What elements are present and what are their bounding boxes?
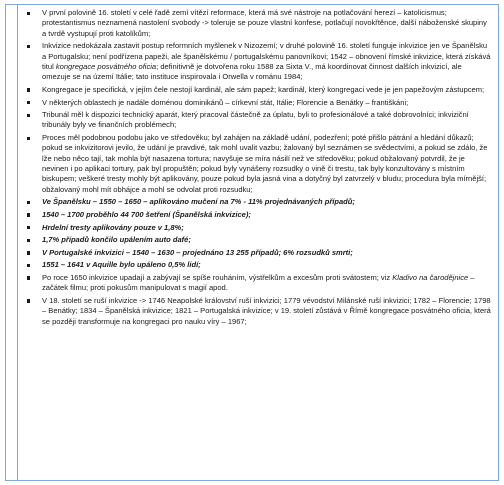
bullet-icon — [27, 299, 30, 302]
bullet-icon — [27, 45, 30, 48]
bullet-icon — [27, 101, 30, 104]
list-item: Po roce 1650 inkvizice upadají a zabývají se spíše rouháním, výstřelkům a excesům proti svátostem; viz Kladivo na čarodějnice – začátek filmu; proti pokusům manipulovat s magií apod. — [21, 273, 491, 294]
list-item: V Portugalské inkvizici – 1540 – 1630 – projednáno 13 255 případů; 6% rozsudků smrti; — [21, 248, 491, 258]
bullet-icon — [27, 276, 30, 279]
list-item: Inkvizice nedokázala zastavit postup reformních myšlenek v Nizozemí; v druhé polovině 16. století funguje inkvizice jen ve Španělsku a Portugalsku; není podřízena papeži, ale španělskému / portugalskému panovníkovi; 1542 – obnovení římské inkvizice, která získává titul kongregace posvátného oficia; definitivně je dotvořena roku 1588 za Sixta V., má koordinovat činnost dalších inkvizicí, ale omezuje se na území Itálie; tato instituce inspirovala i Orwella v románu 1984; — [21, 41, 491, 82]
list-item: Hrdelní tresty aplikovány pouze v 1,8%; — [21, 223, 491, 233]
bullet-icon — [27, 251, 30, 254]
bullet-icon — [27, 213, 30, 216]
list-item: 1540 – 1700 proběhlo 44 700 šetření (Španělská inkvizice); — [21, 210, 491, 220]
document-table — [5, 4, 499, 481]
bullet-list — [21, 8, 491, 329]
bullet-icon — [27, 226, 30, 229]
list-item: Ve Španělsku – 1550 – 1650 – aplikováno mučení na 7% - 11% projednávaných případů; — [21, 197, 491, 207]
list-item: V 18. století se ruší inkvizice -> 1746 Neapolské království ruší inkvizici; 1779 vévodství Milánské ruší inkvizici; 1782 – Florencie; 1798 – Benátky; 1834 – Španělská inkvizice; 1821 – Portugalská inkvizice; v 19. století zůstává v Římě kongregace posvátného oficia, která se později transformuje na kongregaci pro nauku víry – 1967; — [21, 296, 491, 327]
bullet-icon — [27, 88, 30, 91]
bullet-icon — [27, 12, 30, 15]
bullet-icon — [27, 137, 30, 140]
bullet-icon — [27, 264, 30, 267]
list-item: Tribunál měl k dispozici technický aparát, který pracoval částečně za úplatu, byli to profesionálové a také dobrovolníci; inkviziční tribunály byly ve finančních problémech; — [21, 110, 491, 131]
bullet-icon — [27, 114, 30, 117]
list-item: Proces měl podobnou podobu jako ve středověku; byl zahájen na základě udání, podezření; poté přišlo pátrání a hledání důkazů; pokud se inkvizitorovi jevilo, že udání je pravdivé, tak mohl uvalit vazbu; žalovaný byl seznámen se svědectvími, a pokud se zdálo, že lže nebo něco tají, tak mohla být nasazena tortura; navyšuje se míra násilí než ve středověku; pokud obžalovaný potvrdil, že je nevinen i po aplikaci tortury, pak byl propuštěn; pokud byly vynášeny rozsudky o vině či trestu, tak byly konzultovány s místním biskupem; veškeré tresty mohly být aplikovány, pouze pokud byla jasná vina a dotyčný byl zatvrzelý v bludu; procedura byla mírnější; obžalovaný mohl mít obhájce a mohl se odvolat proti rozsudku; — [21, 133, 491, 195]
bullet-icon — [27, 201, 30, 204]
column-divider — [17, 5, 18, 480]
bullet-icon — [27, 239, 30, 242]
list-item: 1,7% případů končilo upálením auto dafé; — [21, 235, 491, 245]
list-item: V první polovině 16. století v celé řadě zemí vítězí reformace, která má své nástroje na potlačování herezí – katolicismus; protestantismus neznamená nastolení svobody -> toleruje se pouze vlastní konfese, potlačují novokřtěnce, další náboženské skupiny a tvrdě vystupují proti katolíkům; — [21, 8, 491, 39]
list-item: V některých oblastech je nadále doménou dominikánů – církevní stát, Itálie; Florencie a Benátky – františkáni; — [21, 98, 491, 108]
list-item: 1551 – 1641 v Aquille bylo upáleno 0,5% lidí; — [21, 260, 491, 270]
list-item: Kongregace je specifická, v jejím čele nestojí kardinál, ale sám papež; kardinál, který kongregaci vede je jen papežovým zástupcem; — [21, 85, 491, 95]
